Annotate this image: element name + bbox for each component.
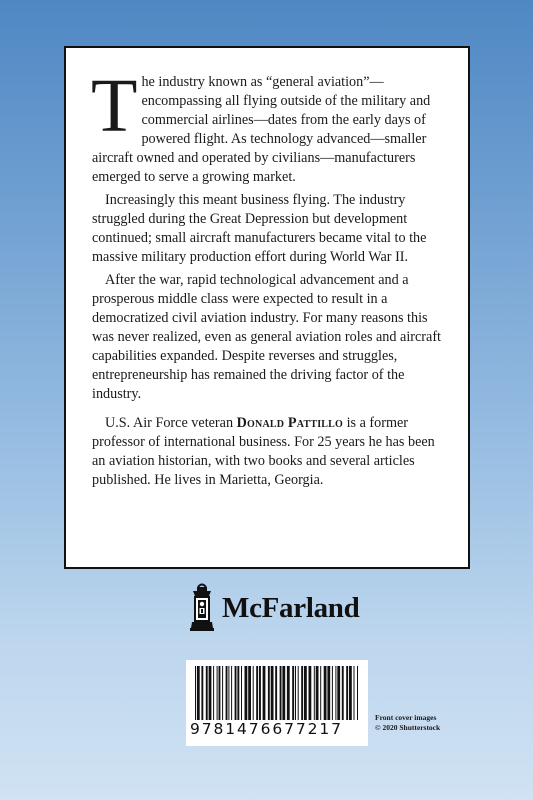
author-bio: [92, 414, 448, 490]
barcode-bar: [197, 666, 200, 720]
barcode-bar: [206, 666, 208, 720]
barcode-bar: [335, 666, 336, 720]
barcode-bar: [235, 666, 237, 720]
isbn-barcode: [186, 660, 368, 746]
blurb-paragraph-2: Increasingly this meant business flying. The industry struggled during the Great Depression but development continued; small aircraft manufacturers became vital to the massive military production effort during World War II.: [92, 192, 427, 265]
barcode-bar: [320, 666, 321, 720]
barcode-bar: [263, 666, 266, 720]
barcode-bar: [295, 666, 296, 720]
barcode-bar: [327, 666, 330, 720]
barcode-bar: [259, 666, 261, 720]
author-name: Donald Pattillo: [236, 415, 344, 431]
cover-image-credit: [375, 713, 485, 733]
barcode-bar: [213, 666, 214, 720]
author-bio-suffix: is a former professor of international business. For 25 years he has been an aviation historian, with two books and several articles published. He lives in Marietta, Georgia.: [92, 415, 435, 488]
lantern-icon: [189, 582, 215, 632]
barcode-bar: [346, 666, 348, 720]
barcode-bar: [195, 666, 196, 720]
barcode-bar: [248, 666, 251, 720]
back-cover-text-panel: [64, 46, 470, 569]
barcode-bar: [245, 666, 248, 720]
barcode-bar: [332, 666, 333, 720]
barcode-bar: [337, 666, 340, 720]
barcode-bar: [209, 666, 212, 720]
barcode-bars: [194, 666, 360, 720]
credit-line-1: Front cover images: [375, 713, 437, 722]
barcode-bar: [222, 666, 223, 720]
barcode-bar: [342, 666, 344, 720]
barcode-bar: [268, 666, 270, 720]
barcode-bar: [226, 666, 228, 720]
barcode-bar: [287, 666, 290, 720]
blurb-paragraph-1: [91, 64, 448, 187]
barcode-bar: [253, 666, 254, 720]
publisher-logo: [187, 582, 367, 638]
barcode-bar: [237, 666, 239, 720]
barcode-bar: [301, 666, 303, 720]
publisher-name: McFarland: [222, 592, 360, 624]
barcode-bar: [219, 666, 221, 720]
barcode-bar: [280, 666, 282, 720]
barcode-bar: [357, 666, 358, 720]
barcode-bar: [316, 666, 319, 720]
barcode-bar: [201, 666, 203, 720]
barcode-bar: [275, 666, 277, 720]
barcode-bar: [354, 666, 355, 720]
barcode-bar: [256, 666, 258, 720]
drop-cap: T: [91, 64, 138, 148]
barcode-bar: [324, 666, 327, 720]
barcode-bar: [231, 666, 232, 720]
barcode-bar: [241, 666, 242, 720]
barcode-bar: [217, 666, 218, 720]
author-bio-prefix: U.S. Air Force veteran: [105, 415, 237, 431]
credit-line-2: © 2020 Shutterstock: [375, 723, 441, 732]
isbn-number: 9781476677217: [190, 720, 343, 738]
barcode-bar: [304, 666, 307, 720]
barcode-bar: [349, 666, 352, 720]
barcode-bar: [228, 666, 229, 720]
blurb-paragraph-3: After the war, rapid technological advancement and a prosperous middle class were expected to result in a democratized civil aviation industry. For many reasons this was never realized, even as general aviation roles and aircraft capabilities expanded. Despite reverses and struggles, entrepreneurship has remained the driving factor of the industry.: [92, 272, 441, 402]
barcode-bar: [271, 666, 274, 720]
barcode-bar: [309, 666, 312, 720]
barcode-bar: [298, 666, 299, 720]
barcode-bar: [282, 666, 285, 720]
barcode-bar: [292, 666, 294, 720]
blurb-paragraph-1-text: he industry known as “general aviation”—encompassing all flying outside of the military and commercial airlines—dates from the early days of powered flight. As technology advanced—smaller aircraft owned and operated by civilians—manufacturers emerged to serve a growing market.: [92, 74, 431, 185]
barcode-bar: [314, 666, 315, 720]
